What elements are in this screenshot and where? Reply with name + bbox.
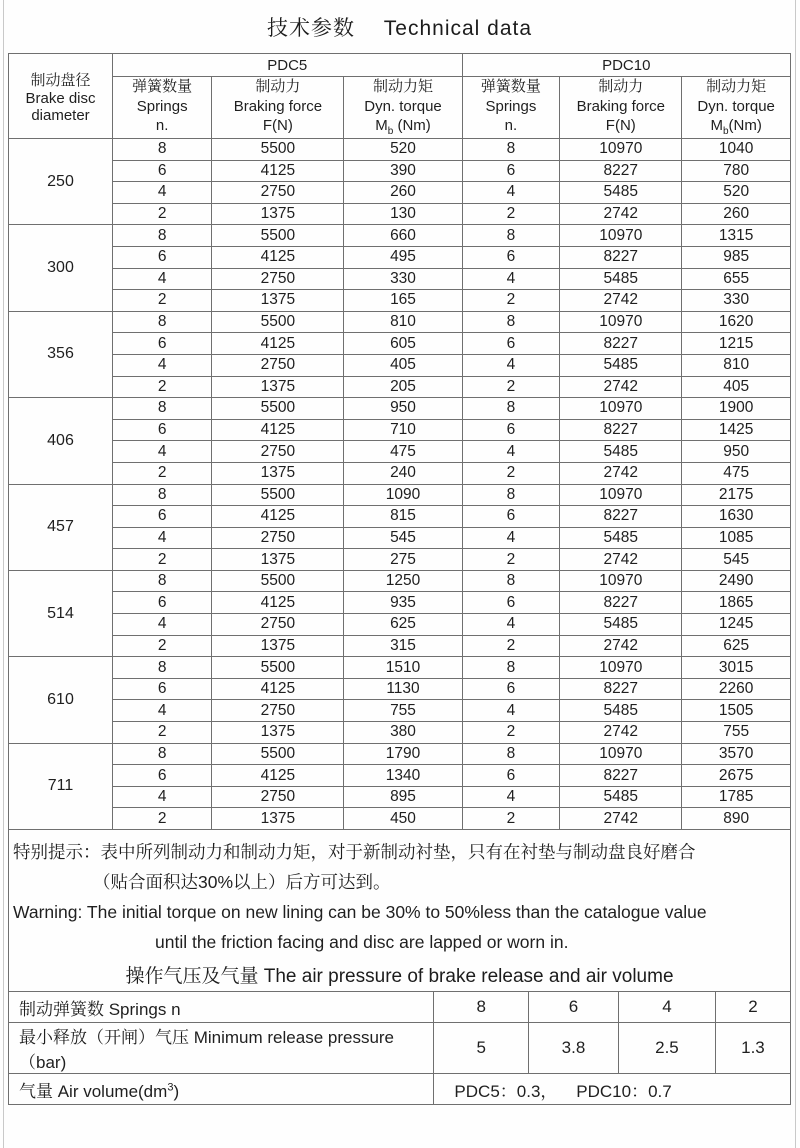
data-cell: 6 [113,592,212,614]
table-row [9,570,791,592]
header-torque-pdc5 [344,77,462,139]
data-cell: 6 [113,160,212,182]
data-cell: 545 [682,549,791,571]
data-cell: 5485 [560,441,682,463]
data-cell: 1375 [212,290,344,312]
table-row [9,246,791,268]
data-cell: 8 [113,570,212,592]
data-cell: 1250 [344,570,462,592]
data-cell: 5485 [560,527,682,549]
data-cell: 6 [113,506,212,528]
table-row [9,311,791,333]
release-pressure-value: 5 [434,1023,529,1074]
data-cell: 10970 [560,225,682,247]
data-cell: 390 [344,160,462,182]
data-cell: 4125 [212,506,344,528]
table-row [9,1074,791,1105]
data-cell: 8227 [560,678,682,700]
data-cell: 2750 [212,786,344,808]
data-cell: 5500 [212,657,344,679]
table-row [9,743,791,765]
data-cell: 3015 [682,657,791,679]
header-springs-pdc10 [462,77,560,139]
data-cell: 935 [344,592,462,614]
data-cell: 495 [344,246,462,268]
data-cell: 260 [344,182,462,204]
data-cell: 655 [682,268,791,290]
data-cell: 2 [462,376,560,398]
data-cell: 4 [113,354,212,376]
data-cell: 405 [344,354,462,376]
data-cell: 8 [462,570,560,592]
data-cell: 330 [344,268,462,290]
data-cell: 5485 [560,268,682,290]
data-cell: 330 [682,290,791,312]
data-cell: 10970 [560,484,682,506]
data-cell: 1375 [212,203,344,225]
data-cell: 4 [462,786,560,808]
data-cell: 2 [462,462,560,484]
data-cell: 5485 [560,700,682,722]
data-cell: 2 [113,376,212,398]
data-cell: 4 [462,700,560,722]
data-cell: 4 [113,182,212,204]
air-volume-values: PDC5：0.3， PDC10：0.7 [434,1074,791,1105]
data-cell: 2 [113,808,212,830]
data-cell: 545 [344,527,462,549]
data-cell: 950 [344,398,462,420]
data-cell: 5500 [212,484,344,506]
data-cell: 4 [462,268,560,290]
table-row [9,635,791,657]
data-cell: 2175 [682,484,791,506]
data-cell: 625 [344,614,462,636]
header-cn: 弹簧数量 [480,78,541,95]
data-cell: 1245 [682,614,791,636]
data-cell: 520 [682,182,791,204]
data-cell: 1375 [212,635,344,657]
header-formula: n. [504,117,518,134]
header-pdc5: PDC5 [113,54,463,77]
springs-count-value: 8 [434,992,529,1023]
data-cell: 4 [462,441,560,463]
data-cell: 2750 [212,182,344,204]
data-cell: 660 [344,225,462,247]
data-cell: 2 [113,203,212,225]
springs-count-label: 制动弹簧数 Springs n [9,992,434,1023]
table-row [9,354,791,376]
data-cell: 2 [113,722,212,744]
table-row [9,506,791,528]
data-cell: 1130 [344,678,462,700]
data-cell: 1375 [212,549,344,571]
diameter-cell: 457 [9,484,113,570]
table-row [9,678,791,700]
data-cell: 1375 [212,808,344,830]
header-braking-force-pdc5 [212,77,344,139]
data-cell: 2742 [560,808,682,830]
data-cell: 4125 [212,419,344,441]
data-cell: 8 [462,484,560,506]
data-cell: 4 [113,614,212,636]
data-cell: 240 [344,462,462,484]
data-cell: 1315 [682,225,791,247]
table-row [9,203,791,225]
data-cell: 4 [462,527,560,549]
table-row [9,398,791,420]
data-cell: 2260 [682,678,791,700]
data-cell: 8227 [560,419,682,441]
data-cell: 10970 [560,139,682,161]
data-cell: 1375 [212,462,344,484]
data-cell: 625 [682,635,791,657]
table-row [9,160,791,182]
data-cell: 1085 [682,527,791,549]
data-cell: 2 [462,549,560,571]
header-pdc10: PDC10 [462,54,790,77]
table-row [9,527,791,549]
data-cell: 1375 [212,722,344,744]
data-cell: 2750 [212,268,344,290]
data-cell: 1040 [682,139,791,161]
data-cell: 1630 [682,506,791,528]
data-cell: 2675 [682,765,791,787]
data-cell: 205 [344,376,462,398]
data-cell: 10970 [560,398,682,420]
header-braking-force-pdc10 [560,77,682,139]
data-cell: 2 [462,808,560,830]
data-cell: 5500 [212,311,344,333]
data-cell: 1900 [682,398,791,420]
data-cell: 815 [344,506,462,528]
data-cell: 1375 [212,376,344,398]
data-cell: 5485 [560,354,682,376]
springs-count-value: 4 [618,992,715,1023]
data-cell: 3570 [682,743,791,765]
data-cell: 450 [344,808,462,830]
data-cell: 8 [462,743,560,765]
data-cell: 4 [113,441,212,463]
data-cell: 1090 [344,484,462,506]
header-cn: 制动力矩 [706,78,767,95]
data-cell: 950 [682,441,791,463]
data-cell: 2742 [560,290,682,312]
data-cell: 2 [113,635,212,657]
page-edge-line-left [3,0,4,1148]
data-cell: 315 [344,635,462,657]
main-table-body [9,139,791,830]
table-row [9,657,791,679]
header-en: Springs [136,97,188,115]
data-cell: 6 [462,765,560,787]
data-cell: 8 [462,139,560,161]
data-cell: 710 [344,419,462,441]
data-cell: 475 [344,441,462,463]
header-formula: F(N) [262,117,293,134]
table-row [9,1023,791,1074]
data-cell: 2 [113,549,212,571]
release-pressure-label: 最小释放（开闸）气压 Minimum release pressure（bar) [9,1023,434,1074]
data-cell: 5485 [560,786,682,808]
data-cell: 2 [113,462,212,484]
data-cell: 6 [462,592,560,614]
data-cell: 5485 [560,614,682,636]
data-cell: 8 [113,139,212,161]
data-cell: 8227 [560,333,682,355]
data-cell: 2742 [560,549,682,571]
header-diameter-cn: 制动盘径 [30,71,91,89]
data-cell: 8 [113,743,212,765]
warning-cn-line1: 特别提示：表中所列制动力和制动力矩，对于新制动衬垫，只有在衬垫与制动盘良好磨合 [13,842,696,862]
header-row-columns [9,77,791,139]
diameter-cell: 610 [9,657,113,743]
data-cell: 5485 [560,182,682,204]
header-torque-pdc10 [682,77,791,139]
header-formula: n. [155,117,169,134]
data-cell: 8 [113,484,212,506]
data-cell: 2750 [212,700,344,722]
warning-note [8,830,791,958]
data-cell: 260 [682,203,791,225]
table-row [9,549,791,571]
data-cell: 6 [462,419,560,441]
data-cell: 8 [462,398,560,420]
data-cell: 405 [682,376,791,398]
diameter-cell: 514 [9,570,113,656]
table-row [9,268,791,290]
table-row [9,992,791,1023]
data-cell: 8 [113,657,212,679]
data-cell: 2 [462,290,560,312]
data-cell: 4 [462,614,560,636]
data-cell: 4 [113,268,212,290]
data-cell: 2750 [212,614,344,636]
data-cell: 8 [462,225,560,247]
data-cell: 8227 [560,160,682,182]
header-diameter [9,54,113,139]
header-cn: 制动力矩 [373,78,434,95]
data-cell: 8227 [560,765,682,787]
data-cell: 4 [113,527,212,549]
data-cell: 605 [344,333,462,355]
table-row [9,290,791,312]
release-pressure-value: 2.5 [618,1023,715,1074]
data-cell: 2742 [560,635,682,657]
data-cell: 985 [682,246,791,268]
table-row [9,182,791,204]
data-cell: 165 [344,290,462,312]
data-cell: 6 [113,419,212,441]
table-row [9,484,791,506]
data-cell: 6 [462,160,560,182]
data-cell: 5500 [212,743,344,765]
diameter-cell: 711 [9,743,113,829]
data-cell: 4125 [212,160,344,182]
data-cell: 1505 [682,700,791,722]
data-cell: 2750 [212,527,344,549]
data-cell: 6 [462,246,560,268]
table-row [9,462,791,484]
diameter-cell: 250 [9,139,113,225]
table-row [9,592,791,614]
table-row [9,333,791,355]
table-row [9,614,791,636]
data-cell: 2 [113,290,212,312]
data-cell: 2742 [560,722,682,744]
data-cell: 6 [113,678,212,700]
data-cell: 130 [344,203,462,225]
data-cell: 8 [462,657,560,679]
data-cell: 8 [462,311,560,333]
table-row [9,139,791,161]
data-cell: 6 [113,246,212,268]
data-cell: 5500 [212,398,344,420]
data-cell: 780 [682,160,791,182]
header-en: Springs [485,97,537,115]
data-cell: 2742 [560,203,682,225]
data-cell: 1620 [682,311,791,333]
data-cell: 2742 [560,462,682,484]
technical-data-table [8,53,791,830]
data-cell: 8227 [560,506,682,528]
data-cell: 2742 [560,376,682,398]
springs-count-value: 2 [715,992,790,1023]
data-cell: 755 [682,722,791,744]
header-formula: F(N) [605,117,636,134]
header-formula: $M_b(Nm)$ [710,117,762,137]
data-cell: 5500 [212,225,344,247]
data-cell: 2750 [212,354,344,376]
header-en: Braking force [233,97,323,115]
data-cell: 2 [462,635,560,657]
header-cn: 弹簧数量 [132,78,193,95]
data-cell: 1425 [682,419,791,441]
data-cell: 8227 [560,246,682,268]
data-cell: 1785 [682,786,791,808]
table-row [9,786,791,808]
data-cell: 10970 [560,570,682,592]
table-row [9,376,791,398]
data-cell: 6 [462,506,560,528]
data-cell: 2750 [212,441,344,463]
data-cell: 8 [113,225,212,247]
data-cell: 4125 [212,678,344,700]
data-cell: 8 [113,398,212,420]
data-cell: 6 [462,678,560,700]
data-cell: 475 [682,462,791,484]
header-cn: 制动力 [598,78,644,95]
data-cell: 890 [682,808,791,830]
diameter-cell: 300 [9,225,113,311]
data-cell: 2 [462,722,560,744]
diameter-cell: 406 [9,398,113,484]
header-en: Dyn. torque [697,97,775,115]
springs-count-value: 6 [529,992,619,1023]
data-cell: 10970 [560,311,682,333]
data-cell: 6 [113,333,212,355]
data-cell: 2 [462,203,560,225]
air-pressure-table [8,991,791,1105]
data-cell: 10970 [560,657,682,679]
page-content [8,0,791,1105]
data-cell: 5500 [212,570,344,592]
air-section-heading: 操作气压及气量 The air pressure of brake release and air volume [8,958,791,991]
table-row [9,722,791,744]
header-formula: $M_b$ (Nm) [375,117,431,137]
data-cell: 755 [344,700,462,722]
diameter-cell: 356 [9,311,113,397]
page-title: 技术参数 Technical data [266,16,533,40]
data-cell: 4 [113,786,212,808]
table-row [9,225,791,247]
data-cell: 895 [344,786,462,808]
table-row [9,441,791,463]
data-cell: 1340 [344,765,462,787]
header-row-models [9,54,791,77]
data-cell: 1865 [682,592,791,614]
data-cell: 810 [344,311,462,333]
data-cell: 4125 [212,333,344,355]
table-row [9,765,791,787]
header-diameter-en1: Brake disc [25,89,96,107]
data-cell: 2490 [682,570,791,592]
data-cell: 380 [344,722,462,744]
data-cell: 4 [462,354,560,376]
data-cell: 4 [462,182,560,204]
header-cn: 制动力 [255,78,301,95]
warning-cn-line2: （贴合面积达30%以上）后方可达到。 [93,872,391,892]
data-cell: 520 [344,139,462,161]
table-row [9,419,791,441]
header-springs-pdc5 [113,77,212,139]
data-cell: 4125 [212,765,344,787]
air-volume-label: 气量 Air $volume(dm^3)$ [9,1074,434,1105]
data-cell: 1790 [344,743,462,765]
data-cell: 8227 [560,592,682,614]
table-row [9,700,791,722]
header-en: Dyn. torque [364,97,442,115]
data-cell: 6 [113,765,212,787]
data-cell: 10970 [560,743,682,765]
header-diameter-en2: diameter [31,106,90,124]
warning-en-line2: until the friction facing and disc are lapped or worn in. [155,932,569,952]
page-edge-line-right [795,0,796,1148]
warning-en-line1: Warning: The initial torque on new lining can be 30% to 50%less than the catalogue value [13,902,707,922]
data-cell: 5500 [212,139,344,161]
table-row [9,808,791,830]
data-cell: 275 [344,549,462,571]
header-en: Braking force [576,97,665,115]
release-pressure-value: 1.3 [715,1023,790,1074]
data-cell: 1215 [682,333,791,355]
data-cell: 810 [682,354,791,376]
data-cell: 6 [462,333,560,355]
data-cell: 4125 [212,592,344,614]
release-pressure-value: 3.8 [529,1023,619,1074]
data-cell: 8 [113,311,212,333]
data-cell: 1510 [344,657,462,679]
data-cell: 4 [113,700,212,722]
data-cell: 4125 [212,246,344,268]
